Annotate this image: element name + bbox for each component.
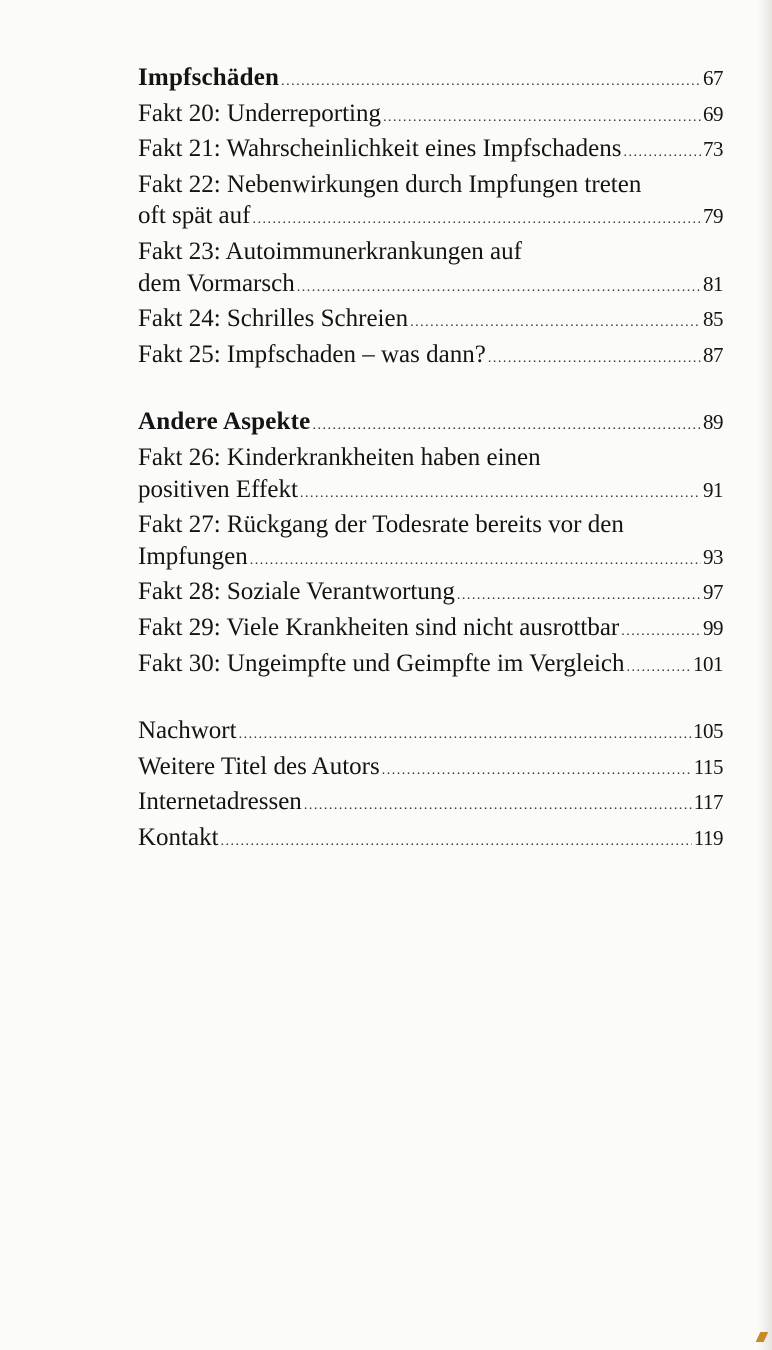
entry-title: Fakt 24: Schrilles Schreien [138,305,409,333]
dot-leader [382,755,692,787]
entry-title-continued: dem Vormarsch [138,269,295,297]
toc-entry-fakt-26 [138,442,723,509]
toc-line [138,406,723,442]
toc-line [138,268,723,304]
entry-title-continued: oft spät auf [138,202,251,230]
page-number: 115 [693,754,723,779]
toc-line [138,236,723,268]
page-number: 105 [693,719,723,744]
entry-title: Fakt 22: Nebenwirkungen durch Impfungen treten [138,170,642,198]
entry-title: Fakt 27: Rückgang der Todesrate bereits vor den [138,511,624,539]
toc-line [138,442,723,474]
toc-line [138,474,723,510]
toc-entry-fakt-20 [138,98,723,134]
dot-leader [221,826,692,858]
section-heading-impfschaeden [138,62,723,98]
entry-title-continued: Impfungen [138,542,248,570]
entry-title: Internetadressen [138,788,302,816]
entry-title: Fakt 28: Soziale Verantwortung [138,578,455,606]
page-number: 93 [703,544,723,569]
page-number: 85 [703,307,723,332]
dot-leader [621,616,701,648]
toc-line [138,303,723,339]
table-of-contents [138,62,723,889]
toc-entry-weitere-titel [138,751,723,787]
dot-leader [297,272,701,304]
toc-line [138,576,723,612]
toc-entry-fakt-27 [138,509,723,576]
entry-title: Fakt 20: Underreporting [138,99,382,127]
page-number: 87 [703,342,723,367]
page-number: 117 [693,790,723,815]
section-heading-title: Impfschäden [138,64,280,91]
toc-line [138,612,723,648]
toc-entry-fakt-25 [138,339,723,375]
toc-entry-fakt-23 [138,236,723,303]
entry-title: Kontakt [138,823,219,851]
section-anhang [138,715,723,857]
toc-line [138,715,723,751]
dot-leader [312,410,701,442]
toc-entry-nachwort [138,715,723,751]
toc-line [138,200,723,236]
page-number: 97 [703,580,723,605]
dot-leader [239,719,691,751]
dot-leader [624,137,701,169]
section-heading-title: Andere Aspekte [138,408,311,436]
section-andere-aspekte [138,406,723,683]
toc-entry-fakt-29 [138,612,723,648]
dot-leader [383,102,701,134]
section-impfschaeden [138,62,723,374]
page-number: 101 [693,651,723,676]
toc-line [138,509,723,541]
page-number: 79 [703,204,723,229]
dot-leader [281,66,701,98]
toc-line [138,822,723,858]
page-number: 67 [703,66,723,90]
dot-leader [457,580,701,612]
toc-line [138,62,723,98]
toc-line [138,98,723,134]
entry-title: Fakt 23: Autoimmunerkrankungen auf [138,237,522,265]
page-number: 91 [703,477,723,502]
toc-line [138,786,723,822]
entry-title: Fakt 26: Kinderkrankheiten haben einen [138,443,541,471]
entry-title-continued: positiven Effekt [138,475,298,503]
dot-leader [627,652,692,684]
entry-title: Fakt 21: Wahrscheinlichkeit eines Impfschadens [138,135,622,163]
dot-leader [304,790,692,822]
toc-entry-fakt-30 [138,648,723,684]
page-edge-shadow [758,0,772,1350]
page-number: 73 [703,137,723,162]
toc-entry-fakt-24 [138,303,723,339]
dot-leader [488,343,701,375]
entry-title: Fakt 29: Viele Krankheiten sind nicht ausrottbar [138,613,620,641]
entry-title: Nachwort [138,717,237,745]
entry-title: Fakt 25: Impfschaden – was dann? [138,340,486,368]
dot-leader [300,478,701,510]
entry-title: Weitere Titel des Autors [138,752,380,780]
toc-entry-fakt-22 [138,169,723,236]
page-number: 89 [703,410,723,435]
entry-title: Fakt 30: Ungeimpfte und Geimpfte im Vergleich [138,649,625,677]
dot-leader [410,307,701,339]
dot-leader [250,545,701,577]
page-number: 99 [703,615,723,640]
toc-entry-kontakt [138,822,723,858]
toc-entry-fakt-28 [138,576,723,612]
toc-line [138,541,723,577]
dot-leader [252,204,701,236]
toc-line [138,169,723,201]
section-heading-andere-aspekte [138,406,723,442]
page-number: 69 [703,101,723,126]
page-number: 119 [693,825,723,850]
toc-entry-internetadressen [138,786,723,822]
toc-line [138,751,723,787]
toc-line [138,648,723,684]
toc-entry-fakt-21 [138,133,723,169]
toc-line [138,339,723,375]
toc-line [138,133,723,169]
page-number: 81 [703,271,723,296]
